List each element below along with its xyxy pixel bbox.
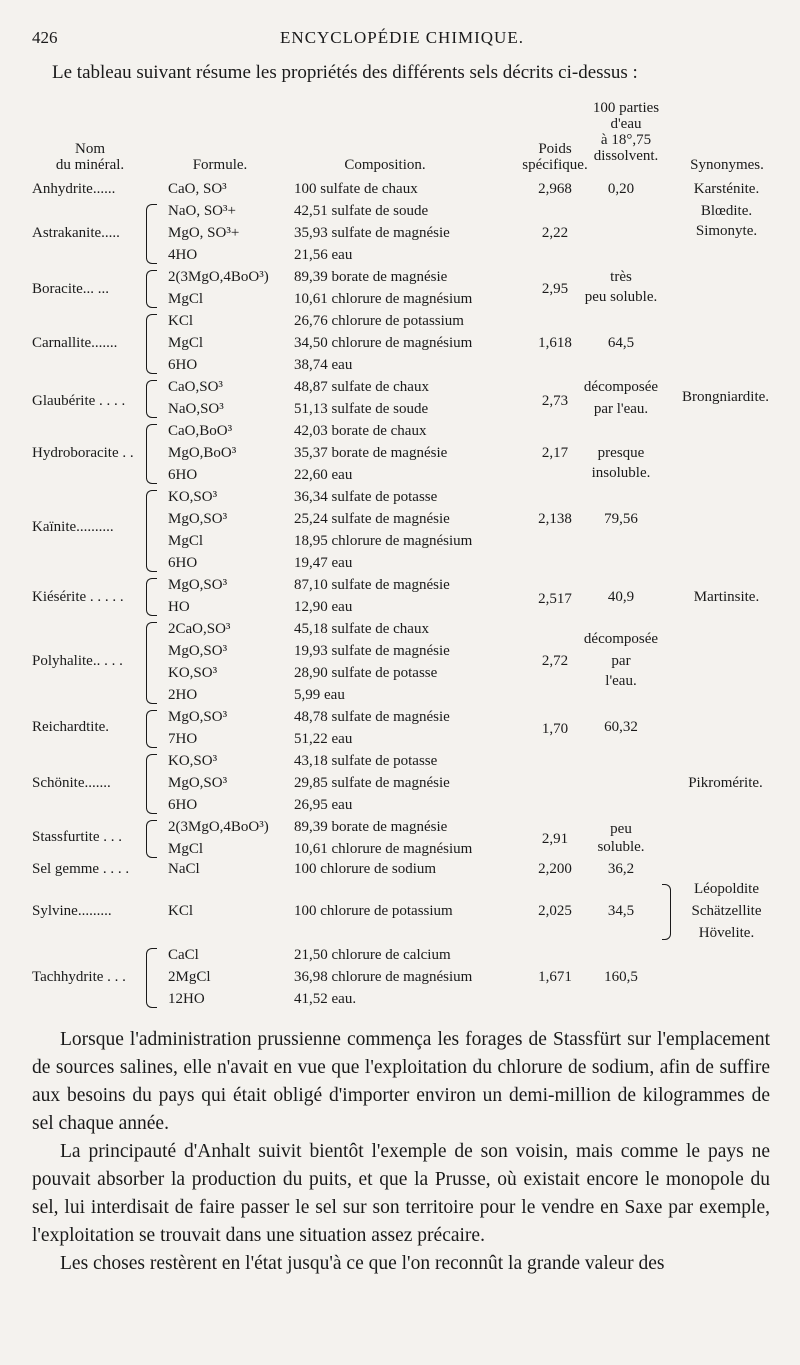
- formula: CaCl: [168, 947, 199, 963]
- column-header-nom: Nom du minéral.: [55, 141, 125, 173]
- column-header-poids: Poids spécifique.: [522, 141, 588, 173]
- running-title: ENCYCLOPÉDIE CHIMIQUE.: [280, 28, 524, 47]
- composition: 48,78 sulfate de magnésie: [294, 709, 450, 725]
- formula: NaCl: [168, 861, 200, 877]
- composition: 10,61 chlorure de magnésium: [294, 841, 473, 857]
- composition: 35,93 sulfate de magnésie: [294, 225, 450, 241]
- solubility: peu soluble.: [584, 289, 658, 305]
- solubility: 40,9: [607, 589, 635, 605]
- left-brace: [146, 424, 157, 484]
- page-header: [32, 28, 772, 50]
- specific-weight: 2,517: [538, 591, 572, 607]
- formula: 6HO: [168, 467, 198, 483]
- composition: 36,98 chlorure de magnésium: [294, 969, 473, 985]
- solubility: 60,32: [604, 719, 638, 735]
- composition: 100 sulfate de chaux: [294, 181, 418, 197]
- composition: 87,10 sulfate de magnésie: [294, 577, 450, 593]
- mineral-name: Tachhydrite . . .: [32, 969, 126, 985]
- composition: 28,90 sulfate de potasse: [294, 665, 438, 681]
- formula: NaO,SO³: [168, 401, 224, 417]
- composition: 10,61 chlorure de magnésium: [294, 291, 473, 307]
- left-brace: [146, 948, 157, 1008]
- composition: 21,50 chlorure de calcium: [294, 947, 451, 963]
- mineral-name: Reichardtite.: [32, 719, 110, 735]
- composition: 41,52 eau.: [294, 991, 357, 1007]
- formula: HO: [168, 599, 190, 615]
- synonym: Martinsite.: [693, 589, 760, 605]
- mineral-name: Hydroboracite . .: [32, 445, 134, 461]
- formula: KCl: [168, 903, 194, 919]
- composition: 89,39 borate de magnésie: [294, 269, 448, 285]
- composition: 5,99 eau: [294, 687, 345, 703]
- mineral-name: Stassfurtite . . .: [32, 829, 122, 845]
- formula: 4HO: [168, 247, 198, 263]
- solubility: presque: [597, 445, 645, 461]
- specific-weight: 1,70: [541, 721, 569, 737]
- composition: 42,51 sulfate de soude: [294, 203, 429, 219]
- solubility: par: [611, 653, 631, 669]
- specific-weight: 1,671: [538, 969, 572, 985]
- composition: 12,90 eau: [294, 599, 353, 615]
- composition: 19,47 eau: [294, 555, 353, 571]
- page-number: 426: [32, 28, 58, 47]
- synonym: Karsténite.: [693, 181, 760, 197]
- left-brace: [146, 380, 157, 418]
- specific-weight: 2,17: [541, 445, 569, 461]
- mineral-name: Schönite.......: [32, 775, 111, 791]
- formula: 6HO: [168, 797, 198, 813]
- mineral-name: Boracite... ...: [32, 281, 110, 297]
- paragraph: Lorsque l'administration prussienne commença les forages de Stassfürt sur l'emplacement de sources salines, elle n'avait en vue que l'exploitation du chlorure de sodium, afin de suffire aux besoins du pays qui était obligé d'importer environ un demi-million de kilogrammes de sel chaque année.: [32, 1029, 770, 1134]
- column-header-synonymes: Synonymes.: [690, 157, 764, 173]
- composition: 19,93 sulfate de magnésie: [294, 643, 450, 659]
- formula: 2MgCl: [168, 969, 211, 985]
- formula: CaO, SO³: [168, 181, 227, 197]
- specific-weight: 2,138: [538, 511, 572, 527]
- composition: 38,74 eau: [294, 357, 353, 373]
- composition: 51,13 sulfate de soude: [294, 401, 429, 417]
- formula: 6HO: [168, 357, 198, 373]
- formula: 2(3MgO,4BoO³): [168, 819, 269, 835]
- composition: 36,34 sulfate de potasse: [294, 489, 438, 505]
- specific-weight: 2,95: [541, 281, 569, 297]
- column-header-dissolve: 100 parties d'eau à 18°,75 dissolvent.: [592, 100, 660, 164]
- specific-weight: 2,025: [538, 903, 572, 919]
- composition: 35,37 borate de magnésie: [294, 445, 448, 461]
- formula: CaO,BoO³: [168, 423, 233, 439]
- composition: 25,24 sulfate de magnésie: [294, 511, 450, 527]
- composition: 22,60 eau: [294, 467, 353, 483]
- formula: NaO, SO³+: [168, 203, 236, 219]
- composition: 48,87 sulfate de chaux: [294, 379, 429, 395]
- formula: MgO,BoO³: [168, 445, 237, 461]
- composition: 100 chlorure de sodium: [294, 861, 437, 877]
- solubility: l'eau.: [605, 673, 637, 689]
- mineral-name: Sylvine.........: [32, 903, 112, 919]
- formula: 2HO: [168, 687, 198, 703]
- left-brace: [146, 314, 157, 374]
- solubility: décomposée: [583, 631, 659, 647]
- composition: 18,95 chlorure de magnésium: [294, 533, 473, 549]
- intro-sentence: Le tableau suivant résume les propriétés des différents sels décrits ci-dessus :: [52, 62, 638, 83]
- left-brace: [146, 754, 157, 814]
- solubility: 160,5: [604, 969, 638, 985]
- formula: MgCl: [168, 291, 204, 307]
- mineral-name: Kiésérite . . . . .: [32, 589, 124, 605]
- column-header-formule: Formule.: [192, 157, 248, 173]
- solubility: 36,2: [607, 861, 635, 877]
- synonym: Léopoldite: [694, 881, 759, 897]
- left-brace: [146, 622, 157, 704]
- left-brace: [146, 204, 157, 264]
- composition: 21,56 eau: [294, 247, 353, 263]
- formula: KO,SO³: [168, 753, 218, 769]
- solubility: 79,56: [604, 511, 638, 527]
- formula: MgCl: [168, 533, 204, 549]
- specific-weight: 2,91: [541, 831, 569, 847]
- paragraph: Les choses restèrent en l'état jusqu'à ce que l'on reconnût la grande valeur des: [60, 1253, 665, 1274]
- formula: CaO,SO³: [168, 379, 223, 395]
- specific-weight: 2,72: [541, 653, 569, 669]
- solubility: très: [610, 269, 632, 285]
- mineral-name: Polyhalite.. . . .: [32, 653, 123, 669]
- left-brace: [146, 710, 157, 748]
- left-brace: [146, 270, 157, 308]
- solubility: 0,20: [607, 181, 635, 197]
- solubility: décomposée: [583, 379, 659, 395]
- formula: MgO,SO³: [168, 643, 228, 659]
- mineral-name: Anhydrite......: [32, 181, 116, 197]
- solubility: soluble.: [597, 839, 645, 855]
- composition: 43,18 sulfate de potasse: [294, 753, 438, 769]
- left-brace: [146, 820, 157, 858]
- solubility: insoluble.: [591, 465, 651, 481]
- left-brace: [146, 490, 157, 572]
- synonym: Hövelite.: [698, 925, 755, 941]
- formula: 12HO: [168, 991, 205, 1007]
- synonym: Blœdite.: [700, 203, 753, 219]
- formula: MgCl: [168, 841, 204, 857]
- formula: KO,SO³: [168, 489, 218, 505]
- composition: 29,85 sulfate de magnésie: [294, 775, 450, 791]
- specific-weight: 2,73: [541, 393, 569, 409]
- body-text: [32, 1026, 770, 1278]
- specific-weight: 2,22: [541, 225, 569, 241]
- formula: 2(3MgO,4BoO³): [168, 269, 269, 285]
- solubility: 64,5: [607, 335, 635, 351]
- left-brace: [146, 578, 157, 616]
- mineral-name: Kaïnite..........: [32, 519, 114, 535]
- mineral-name: Astrakanite.....: [32, 225, 120, 241]
- formula: 7HO: [168, 731, 198, 747]
- mineral-name: Sel gemme . . . .: [32, 861, 130, 877]
- formula: MgO,SO³: [168, 775, 228, 791]
- composition: 26,95 eau: [294, 797, 353, 813]
- solubility: par l'eau.: [593, 401, 649, 417]
- composition: 51,22 eau: [294, 731, 353, 747]
- formula: MgCl: [168, 335, 204, 351]
- composition: 34,50 chlorure de magnésium: [294, 335, 473, 351]
- synonym: Schätzellite: [691, 903, 762, 919]
- paragraph: La principauté d'Anhalt suivit bientôt l'exemple de son voisin, mais comme le pays ne pouvait absorber la production du puits, et que la Prusse, où existait encore le monopole du sel, lui interdisait de faire passer le sel sur son territoire pour le vendre en Saxe par exemple, l'exploitation se trouvait dans une situation assez précaire.: [32, 1141, 770, 1246]
- formula: KO,SO³: [168, 665, 218, 681]
- composition: 42,03 borate de chaux: [294, 423, 427, 439]
- right-brace: [662, 884, 671, 940]
- synonym: Simonyte.: [695, 223, 758, 239]
- formula: KCl: [168, 313, 194, 329]
- synonym: Pikromérite.: [688, 775, 763, 791]
- composition: 26,76 chlorure de potassium: [294, 313, 464, 329]
- specific-weight: 2,200: [538, 861, 572, 877]
- solubility: peu: [610, 821, 632, 837]
- column-header-composition: Composition.: [344, 157, 426, 173]
- formula: MgO,SO³: [168, 511, 228, 527]
- formula: MgO,SO³: [168, 577, 228, 593]
- solubility: 34,5: [607, 903, 635, 919]
- formula: 2CaO,SO³: [168, 621, 231, 637]
- mineral-name: Glaubérite . . . .: [32, 393, 126, 409]
- composition: 89,39 borate de magnésie: [294, 819, 448, 835]
- composition: 45,18 sulfate de chaux: [294, 621, 429, 637]
- synonym: Brongniardite.: [681, 389, 770, 405]
- specific-weight: 2,968: [538, 181, 572, 197]
- formula: MgO, SO³+: [168, 225, 240, 241]
- specific-weight: 1,618: [538, 335, 572, 351]
- formula: MgO,SO³: [168, 709, 228, 725]
- formula: 6HO: [168, 555, 198, 571]
- mineral-name: Carnallite.......: [32, 335, 118, 351]
- composition: 100 chlorure de potassium: [294, 903, 453, 919]
